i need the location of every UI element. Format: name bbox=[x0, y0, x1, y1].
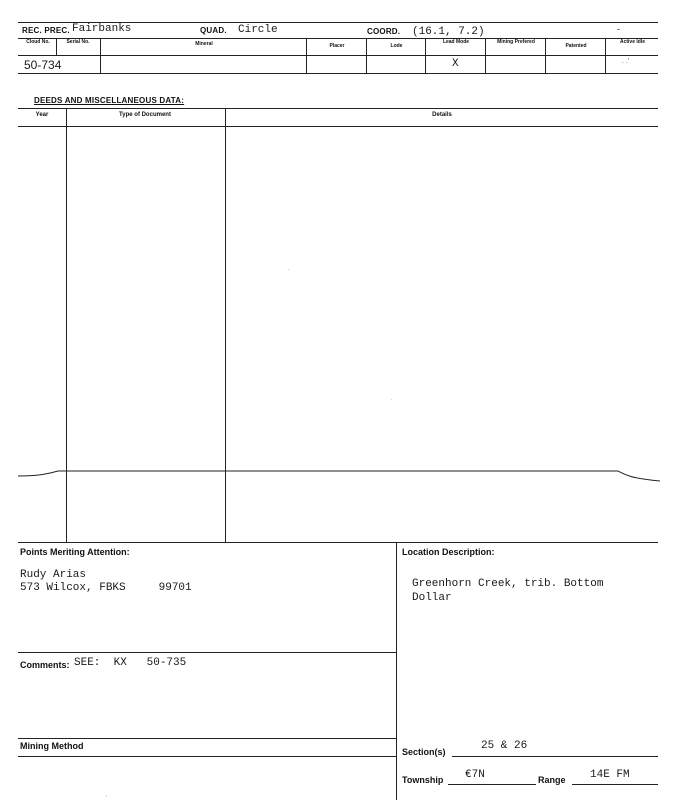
col-header-active-idle: Active Idle bbox=[619, 39, 645, 45]
col-header-lead-mode: Lead Mode bbox=[442, 39, 470, 45]
col-header-cloud-no: Cloud No. bbox=[26, 39, 50, 45]
range-underline bbox=[572, 784, 658, 785]
claim-table-header-rule bbox=[18, 55, 658, 56]
township-underline bbox=[448, 784, 536, 785]
points-meriting-line2: 573 Wilcox, FBKS 99701 bbox=[20, 582, 192, 594]
comments-label: Comments: bbox=[20, 660, 70, 670]
mining-method-label: Mining Method bbox=[20, 741, 84, 751]
section-value: 25 & 26 bbox=[481, 740, 528, 752]
claim-table-top-rule bbox=[18, 38, 658, 39]
col-header-serial-no: Serial No. bbox=[66, 39, 90, 45]
section-underline bbox=[452, 756, 658, 757]
speck: . bbox=[288, 266, 290, 272]
range-value: 14E FM bbox=[590, 769, 630, 781]
col-header-type-of-document: Type of Document bbox=[119, 112, 171, 118]
location-description-label: Location Description: bbox=[402, 547, 495, 557]
mining-method-bottom-rule bbox=[18, 756, 396, 757]
coord-label: COORD. bbox=[367, 27, 401, 36]
col-header-mineral: Mineral bbox=[195, 41, 213, 47]
claim-col-divider bbox=[306, 38, 307, 73]
quad-value: Circle bbox=[238, 24, 278, 36]
deeds-header-rule bbox=[18, 126, 658, 127]
quad-label: QUAD. bbox=[200, 26, 227, 35]
col-header-details: Details bbox=[432, 112, 452, 118]
col-header-patented: Patented bbox=[565, 43, 587, 49]
col-header-placer: Placer bbox=[329, 43, 345, 49]
claim-col-divider bbox=[485, 38, 486, 73]
claim-col-divider bbox=[425, 38, 426, 73]
cloud-no-value: 50-734 bbox=[24, 58, 62, 72]
township-value: €7N bbox=[465, 769, 485, 781]
bottom-center-divider bbox=[396, 542, 397, 800]
header-mark: - bbox=[617, 24, 620, 34]
bottom-section-top-rule bbox=[18, 542, 658, 543]
col-header-year: Year bbox=[35, 112, 49, 118]
coord-value: (16.1, 7.2) bbox=[412, 26, 485, 38]
claim-col-divider bbox=[56, 38, 57, 55]
deeds-top-rule bbox=[18, 108, 658, 109]
points-meriting-line1: Rudy Arias bbox=[20, 569, 87, 581]
claim-col-divider bbox=[366, 38, 367, 73]
col-header-mining-prefered: Mining Prefered bbox=[497, 39, 535, 45]
range-label: Range bbox=[538, 775, 566, 785]
mining-method-top-rule bbox=[18, 738, 396, 739]
rec-prec-label: REC. PREC. bbox=[22, 26, 70, 35]
location-description-line2: Dollar bbox=[412, 592, 452, 604]
claim-table-bottom-rule bbox=[18, 73, 658, 74]
location-description-line1: Greenhorn Creek, trib. Bottom bbox=[412, 578, 604, 590]
speck: . bbox=[391, 396, 393, 402]
deeds-heading: DEEDS AND MISCELLANEOUS DATA: bbox=[34, 96, 185, 105]
lead-mode-mark: X bbox=[452, 58, 459, 70]
claim-col-divider bbox=[545, 38, 546, 73]
page-fold-line bbox=[18, 466, 660, 490]
township-label: Township bbox=[402, 775, 444, 785]
points-meriting-label: Points Meriting Attention: bbox=[20, 547, 130, 557]
comments-value: SEE: KX 50-735 bbox=[74, 657, 187, 669]
speck: ' bbox=[106, 796, 108, 802]
active-idle-mark: . .' bbox=[622, 58, 630, 65]
claim-col-divider bbox=[100, 38, 101, 73]
comments-top-rule bbox=[18, 652, 396, 653]
claim-col-divider bbox=[605, 38, 606, 73]
col-header-lode: Lode bbox=[390, 43, 403, 49]
rec-prec-value: Fairbanks bbox=[72, 23, 132, 35]
section-label: Section(s) bbox=[402, 747, 446, 757]
